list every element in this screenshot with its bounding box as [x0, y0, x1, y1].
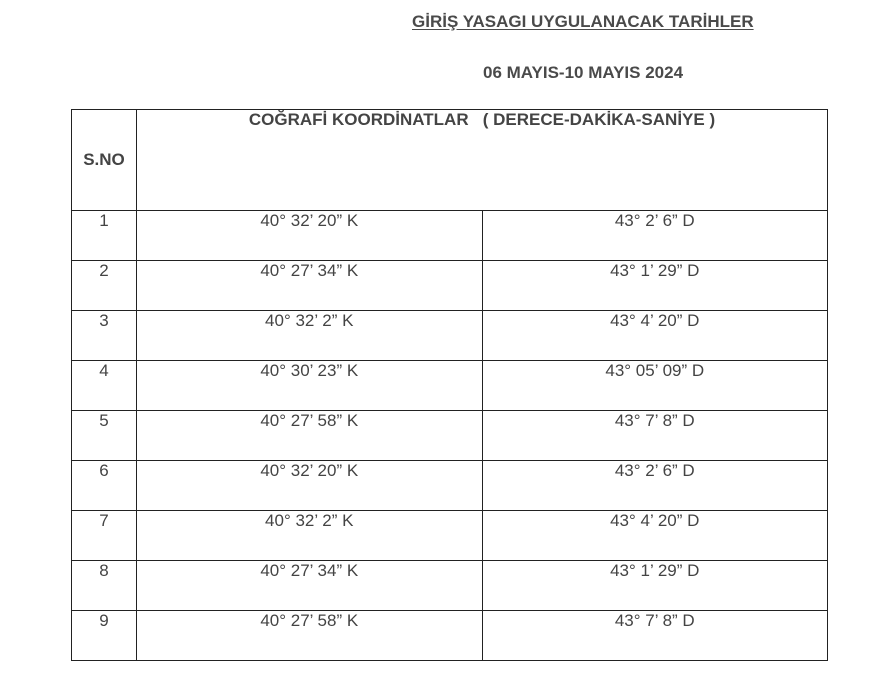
longitude-cell: 43° 1’ 29” D — [482, 261, 828, 311]
longitude-cell: 43° 05’ 09” D — [482, 361, 828, 411]
latitude-cell: 40° 32’ 2” K — [137, 311, 483, 361]
latitude-cell: 40° 27’ 58” K — [137, 611, 483, 661]
longitude-cell: 43° 7’ 8” D — [482, 611, 828, 661]
table-row — [72, 561, 828, 611]
table-row — [72, 511, 828, 561]
coordinates-table — [71, 109, 828, 661]
header-sno: S.NO — [72, 110, 137, 211]
row-number: 2 — [72, 261, 137, 311]
latitude-cell: 40° 27’ 58” K — [137, 411, 483, 461]
header-coordinates — [137, 110, 828, 211]
table-row — [72, 311, 828, 361]
header-coordinates-label: COĞRAFİ KOORDİNATLAR ( DERECE-DAKİKA-SANİYE ) — [248, 110, 716, 129]
latitude-cell: 40° 32’ 20” K — [137, 461, 483, 511]
table-row — [72, 411, 828, 461]
longitude-cell: 43° 1’ 29” D — [482, 561, 828, 611]
table-row — [72, 461, 828, 511]
row-number: 3 — [72, 311, 137, 361]
latitude-cell: 40° 32’ 20” K — [137, 211, 483, 261]
row-number: 7 — [72, 511, 137, 561]
row-number: 9 — [72, 611, 137, 661]
latitude-cell: 40° 32’ 2” K — [137, 511, 483, 561]
table-header-row — [72, 110, 828, 211]
table-row — [72, 361, 828, 411]
longitude-cell: 43° 7’ 8” D — [482, 411, 828, 461]
row-number: 4 — [72, 361, 137, 411]
longitude-cell: 43° 4’ 20” D — [482, 311, 828, 361]
document-title: GİRİŞ YASAGI UYGULANACAK TARİHLER — [412, 12, 754, 31]
row-number: 5 — [72, 411, 137, 461]
longitude-cell: 43° 2’ 6” D — [482, 461, 828, 511]
table-row — [72, 261, 828, 311]
row-number: 1 — [72, 211, 137, 261]
latitude-cell: 40° 27’ 34” K — [137, 561, 483, 611]
table-row — [72, 211, 828, 261]
date-range: 06 MAYIS-10 MAYIS 2024 — [483, 63, 684, 82]
latitude-cell: 40° 30’ 23” K — [137, 361, 483, 411]
table-row — [72, 611, 828, 661]
longitude-cell: 43° 4’ 20” D — [482, 511, 828, 561]
longitude-cell: 43° 2’ 6” D — [482, 211, 828, 261]
row-number: 8 — [72, 561, 137, 611]
row-number: 6 — [72, 461, 137, 511]
latitude-cell: 40° 27’ 34” K — [137, 261, 483, 311]
